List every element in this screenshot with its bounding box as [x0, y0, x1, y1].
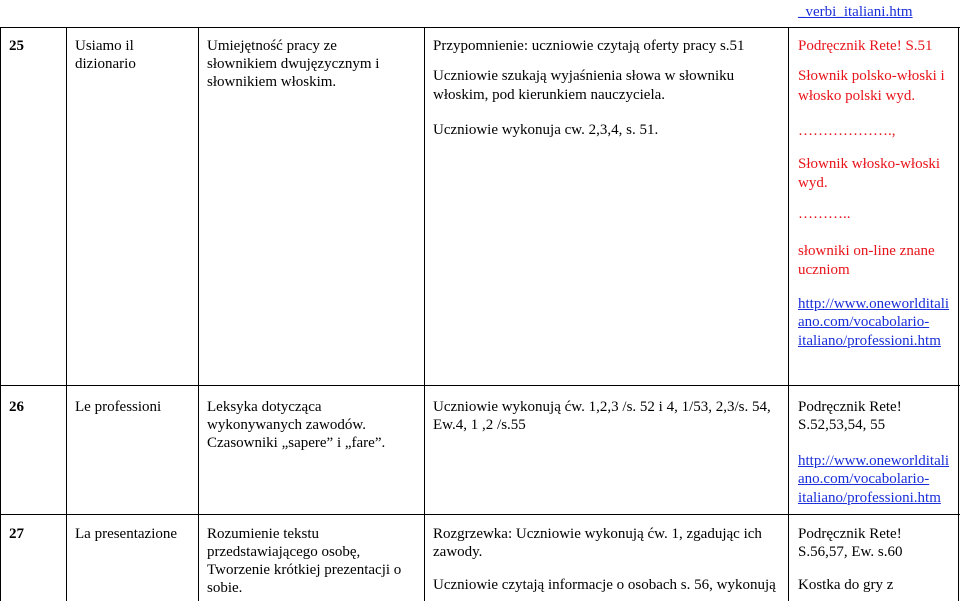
textbook-reference: Podręcznik Rete! S.51 [798, 38, 933, 54]
lesson-number: 25 [9, 38, 24, 54]
online-dictionaries-line: słowniki on-line znane [798, 243, 935, 259]
lesson-goal-line: Czasowniki „sapere” i „fare”. [207, 435, 386, 451]
activity-line: Rozgrzewka: Uczniowie wykonują ćw. 1, zgadując ich [433, 526, 762, 542]
extra-material: Kostka do gry z [798, 577, 894, 593]
textbook-reference: Podręcznik Rete! [798, 526, 902, 542]
lesson-topic-line: La presentazione [75, 526, 178, 542]
dictionary-line: Słownik włosko-włoski [798, 156, 941, 172]
dictionary-edition-dots: ………………., [798, 123, 896, 139]
col-divider-1 [66, 27, 67, 601]
col-divider-4 [788, 27, 789, 601]
resource-link-line[interactable]: italiano/professioni.htm [798, 333, 941, 349]
dictionary-line: wyd. [798, 175, 828, 191]
textbook-reference: Podręcznik Rete! [798, 399, 902, 415]
dictionary-line: Słownik polsko-włoski i [798, 68, 945, 84]
lesson-topic-line: dizionario [75, 56, 136, 72]
activity-line: zawody. [433, 544, 483, 560]
lesson-goal-line: Tworzenie krótkiej prezentacji o [207, 562, 402, 578]
resource-link-line[interactable]: ano.com/vocabolario- [798, 314, 930, 330]
lesson-topic-line: Le professioni [75, 399, 162, 415]
lesson-goal-line: Umiejętność pracy ze [207, 38, 337, 54]
lesson-goal-line: przedstawiającego osobę, [207, 544, 361, 560]
activity-line: włoskim, pod kierunkiem nauczyciela. [433, 87, 666, 103]
lesson-topic-line: Usiamo il [75, 38, 134, 54]
activity-line: Uczniowie czytają informacje o osobach s. 56, wykonują [433, 577, 776, 593]
row-divider-26-27 [0, 514, 960, 515]
activity-line: Uczniowie wykonuja cw. 2,3,4, s. 51. [433, 122, 659, 138]
dictionary-edition-dots: ……….. [798, 206, 851, 222]
table-right-border [958, 27, 959, 601]
resource-link-line[interactable]: http://www.oneworlditali [798, 296, 950, 312]
dictionary-line: włosko polski wyd. [798, 88, 916, 104]
lesson-number: 26 [9, 399, 24, 415]
lesson-goal-line: wykonywanych zawodów. [207, 417, 366, 433]
table-top-border [0, 27, 960, 28]
resource-link-line[interactable]: ano.com/vocabolario- [798, 471, 930, 487]
col-divider-3 [424, 27, 425, 601]
lesson-goal-line: słownikiem włoskim. [207, 74, 337, 90]
table-left-border [0, 27, 1, 601]
lesson-goal-line: sobie. [207, 580, 243, 596]
activity-line: Uczniowie szukają wyjaśnienia słowa w słowniku [433, 68, 735, 84]
lesson-goal-line: Leksyka dotycząca [207, 399, 322, 415]
lesson-number: 27 [9, 526, 24, 542]
lesson-goal-line: słownikiem dwujęzycznym i [207, 56, 380, 72]
activity-line: Przypomnienie: uczniowie czytają oferty pracy s.51 [433, 38, 745, 54]
online-dictionaries-line: uczniom [798, 262, 850, 278]
row-divider-25-26 [0, 385, 960, 386]
lesson-goal-line: Rozumienie tekstu [207, 526, 320, 542]
resource-link-line[interactable]: http://www.oneworlditali [798, 453, 950, 469]
activity-line: Uczniowie wykonują ćw. 1,2,3 /s. 52 i 4, 1/53, 2,3/s. 54, [433, 399, 771, 415]
activity-line: Ew.4, 1 ,2 /s.55 [433, 417, 526, 433]
textbook-reference: S.52,53,54, 55 [798, 417, 886, 433]
resource-link-line[interactable]: italiano/professioni.htm [798, 490, 941, 506]
col-divider-2 [198, 27, 199, 601]
header-link[interactable]: _verbi_italiani.htm [798, 4, 913, 20]
textbook-reference: S.56,57, Ew. s.60 [798, 544, 903, 560]
